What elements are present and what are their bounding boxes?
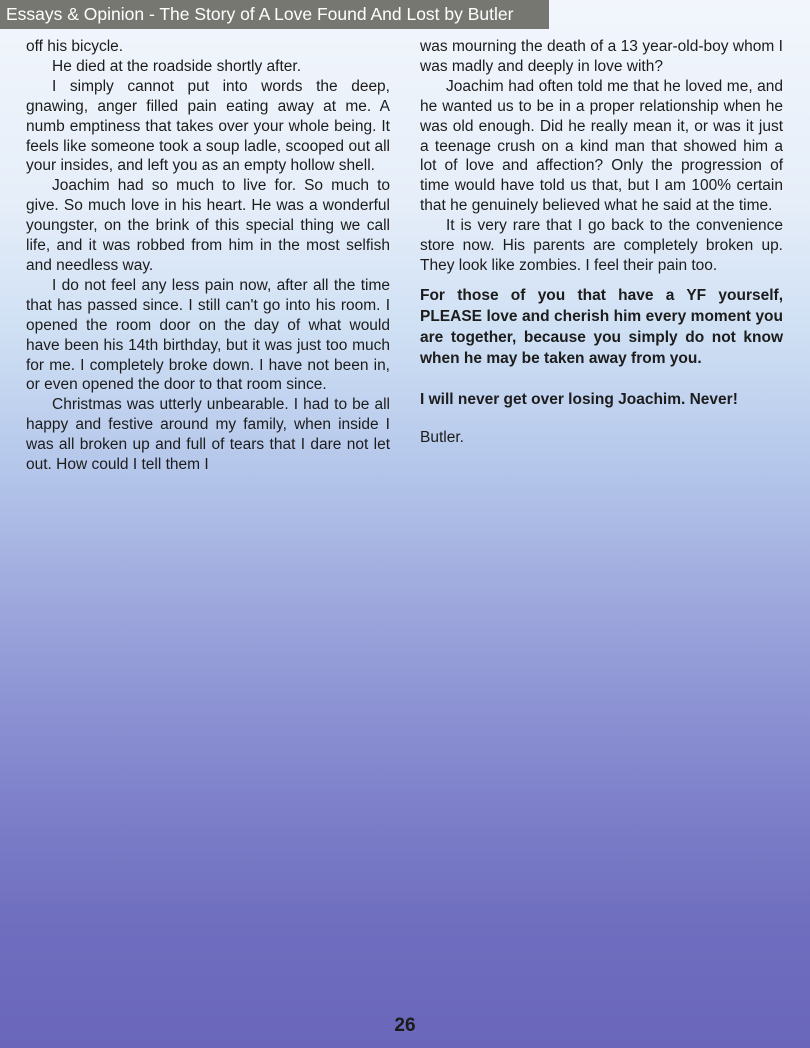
author-signature: Butler. xyxy=(420,428,464,446)
paragraph: Joachim had so much to live for. So much to give. So much love in his heart. He was a wonderful youngster, on the brink of this special thing we call life, and it was robbed from him in the most selfish and needless way. xyxy=(26,177,390,274)
bold-statement: For those of you that have a YF yourself, PLEASE love and cherish him every moment you are together, because you simply do not know when he may be taken away from you. xyxy=(420,286,783,367)
section-header: Essays & Opinion - The Story of A Love Found And Lost by Butler xyxy=(0,0,549,29)
page-number: 26 xyxy=(394,1015,416,1036)
right-column xyxy=(420,37,783,448)
bold-closing: I will never get over losing Joachim. Never! xyxy=(420,390,738,408)
paragraph: Christmas was utterly unbearable. I had to be all happy and festive around my family, when inside I was all broken up and full of tears that I dare not let out. How could I tell them I xyxy=(26,396,390,474)
paragraph: I do not feel any less pain now, after all the time that has passed since. I still can't go into his room. I opened the room door on the day of what would have been his 14th birthday, but it was just too much for me. I completely broke down. I have not been in, or even opened the door to that room since. xyxy=(26,276,390,394)
left-column xyxy=(26,37,390,475)
paragraph: Joachim had often told me that he loved me, and he wanted us to be in a proper relationship when he was old enough. Did he really mean it, or was it just a teenage crush on a kind man that showed him a lot of love and affection? Only the progression of time would have told us that, but I am 100% certain that he genuinely believed what he said at the time. xyxy=(420,77,783,215)
paragraph: I simply cannot put into words the deep, gnawing, anger filled pain eating away at me. A numb emptiness that takes over your whole being. It feels like someone took a soup ladle, scooped out all your insides, and left you as an empty hollow shell. xyxy=(26,77,390,175)
paragraph: It is very rare that I go back to the convenience store now. His parents are completely broken up. They look like zombies. I feel their pain too. xyxy=(420,217,783,274)
paragraph: He died at the roadside shortly after. xyxy=(52,57,302,75)
paragraph: was mourning the death of a 13 year-old-boy whom I was madly and deeply in love with? xyxy=(420,38,783,75)
paragraph: off his bicycle. xyxy=(26,38,124,55)
